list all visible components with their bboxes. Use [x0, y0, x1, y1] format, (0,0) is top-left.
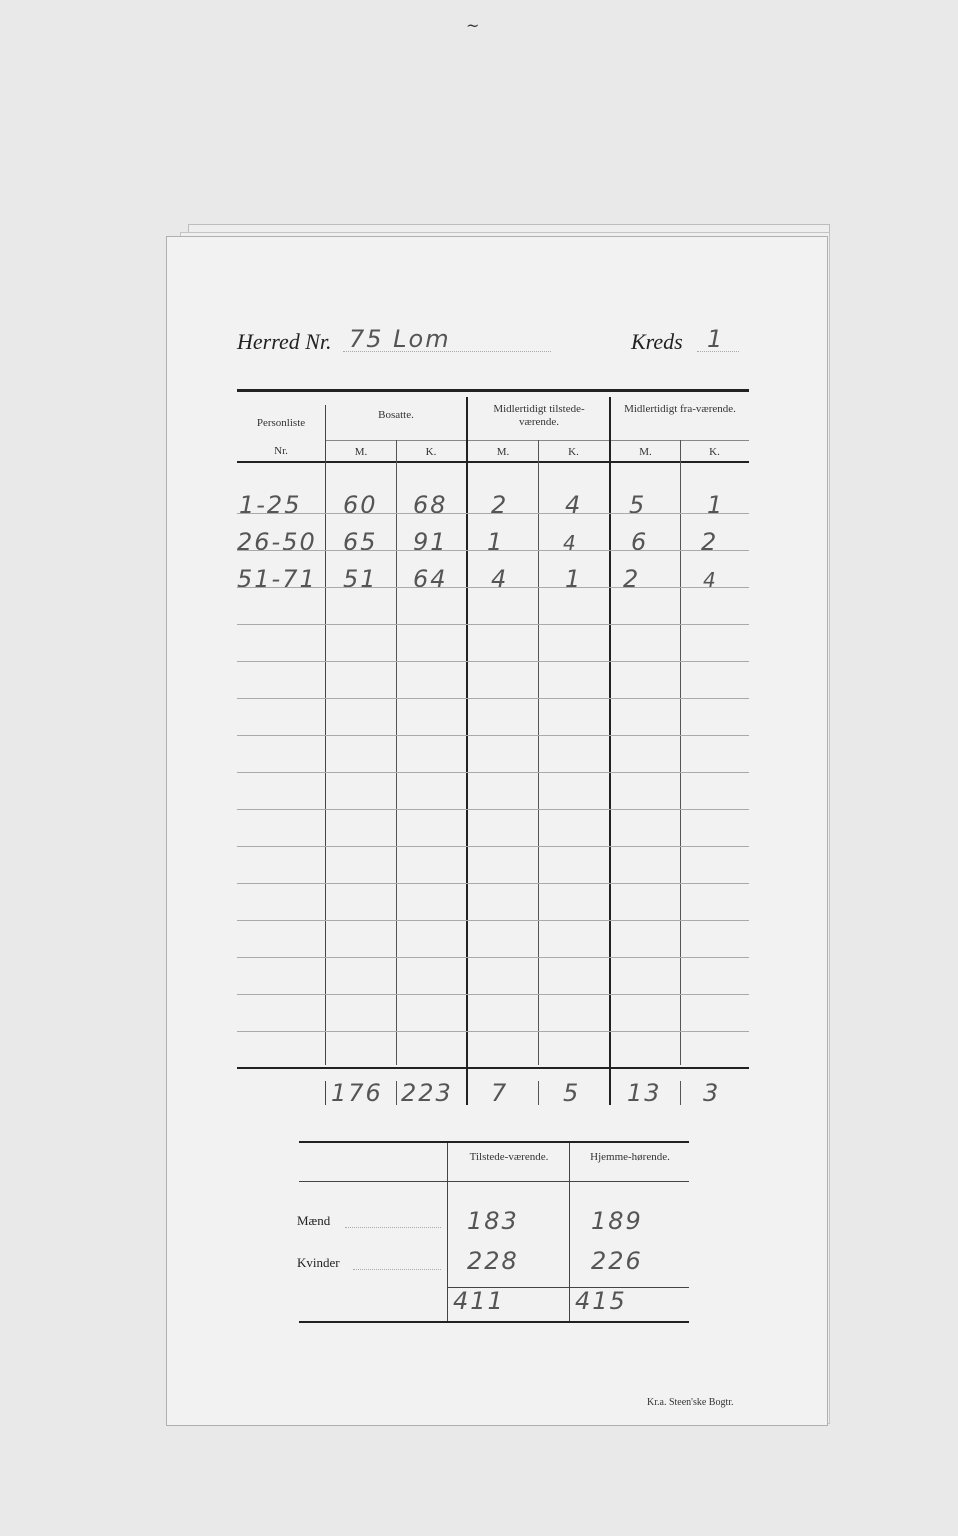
vline-bosatte-mk	[396, 440, 397, 1065]
total-fravaerende-k: 3	[703, 1079, 721, 1107]
printer-imprint: Kr.a. Steen'ske Bogtr.	[647, 1397, 734, 1408]
row-3-bosatte-m: 51	[343, 565, 378, 593]
totals-divider-2	[396, 1081, 397, 1105]
row-1-bosatte-m: 60	[343, 491, 378, 519]
row-1-nr: 1-25	[239, 491, 302, 519]
maend-hjemme: 189	[591, 1207, 643, 1235]
col-bosatte-k: K.	[425, 446, 437, 458]
col-fravaerende: Midlertidigt fra-værende.	[624, 403, 736, 415]
table-top-rule	[237, 389, 749, 392]
row-2-nr: 26-50	[237, 528, 317, 556]
summary-bottom-rule	[299, 1321, 689, 1323]
vline-tilstede	[609, 397, 611, 1105]
kreds-value: 1	[707, 325, 725, 353]
row-3-nr: 51-71	[237, 565, 317, 593]
vline-tilstede-mk	[538, 440, 539, 1065]
census-form	[166, 236, 828, 1426]
summary-col-tilstede: Tilstede-værende.	[469, 1151, 549, 1163]
total-bosatte-m: 176	[331, 1079, 383, 1107]
summary-top-rule	[299, 1141, 689, 1143]
total-bosatte-k: 223	[401, 1079, 453, 1107]
table-bottom-rule	[237, 1067, 749, 1069]
summary-vline-1	[447, 1143, 448, 1321]
col-tilstede-m: M.	[496, 446, 510, 458]
row-rule	[237, 994, 749, 995]
table-header-rule	[237, 461, 749, 463]
row-2-bosatte-k: 91	[413, 528, 448, 556]
herred-value: 75 Lom	[349, 325, 451, 353]
summary-vline-2	[569, 1143, 570, 1321]
summary-col-hjemme: Hjemme-hørende.	[590, 1151, 670, 1163]
col-tilstede: Midlertidigt tilstede-værende.	[493, 403, 585, 428]
top-mark: ~	[466, 16, 480, 35]
totals-divider-3	[538, 1081, 539, 1105]
row-rule	[237, 735, 749, 736]
total-tilstede: 411	[453, 1287, 505, 1315]
col-fravaerende-m: M.	[639, 446, 652, 458]
totals-divider-4	[680, 1081, 681, 1105]
row-rule	[237, 772, 749, 773]
col-tilstede-k: K.	[568, 446, 579, 458]
row-rule	[237, 550, 749, 551]
totals-divider-1	[325, 1081, 326, 1105]
total-tilstede-m: 7	[491, 1079, 509, 1107]
row-rule	[237, 809, 749, 810]
kvinder-label: Kvinder	[297, 1255, 340, 1270]
maend-tilstede: 183	[467, 1207, 519, 1235]
row-1-fravaerende-k: 1	[707, 491, 725, 519]
maend-label: Mænd	[297, 1213, 331, 1228]
kvinder-hjemme: 226	[591, 1247, 643, 1275]
col-bosatte: Bosatte.	[378, 409, 414, 421]
row-rule	[237, 587, 749, 588]
row-2-bosatte-m: 65	[343, 528, 378, 556]
vline-fravaerende-mk	[680, 440, 681, 1065]
total-tilstede-k: 5	[563, 1079, 581, 1107]
row-1-tilstede-k: 4	[565, 491, 583, 519]
table-subheader-rule	[325, 440, 749, 441]
summary-header-rule	[299, 1181, 689, 1182]
col-bosatte-m: M.	[354, 446, 368, 458]
row-rule	[237, 1031, 749, 1032]
row-rule	[237, 513, 749, 514]
row-3-tilstede-m: 4	[491, 565, 509, 593]
row-rule	[237, 957, 749, 958]
kvinder-tilstede: 228	[467, 1247, 519, 1275]
row-1-bosatte-k: 68	[413, 491, 448, 519]
row-rule	[237, 883, 749, 884]
row-3-bosatte-k: 64	[413, 565, 448, 593]
row-1-tilstede-m: 2	[491, 491, 509, 519]
herred-dotline	[343, 351, 551, 352]
row-3-tilstede-k: 1	[565, 565, 583, 593]
row-2-tilstede-k: 4	[563, 531, 578, 555]
row-3-fravaerende-k: 4	[703, 568, 718, 592]
row-rule	[237, 624, 749, 625]
kreds-dotline	[697, 351, 739, 352]
total-fravaerende-m: 13	[627, 1079, 662, 1107]
row-3-fravaerende-m: 2	[623, 565, 641, 593]
col-fravaerende-k: K.	[709, 446, 720, 458]
row-2-tilstede-m: 1	[487, 528, 505, 556]
row-rule	[237, 920, 749, 921]
herred-label: Herred Nr.	[237, 329, 332, 354]
row-rule	[237, 698, 749, 699]
row-2-fravaerende-k: 2	[701, 528, 719, 556]
vline-bosatte	[466, 397, 468, 1105]
row-2-fravaerende-m: 6	[631, 528, 649, 556]
maend-dotline	[345, 1227, 441, 1228]
row-1-fravaerende-m: 5	[629, 491, 647, 519]
total-hjemme: 415	[575, 1287, 627, 1315]
kvinder-dotline	[353, 1269, 441, 1270]
row-rule	[237, 661, 749, 662]
row-rule	[237, 846, 749, 847]
kreds-label: Kreds	[631, 329, 683, 354]
col-nr: Nr.	[274, 445, 288, 457]
col-personliste: Personliste	[256, 417, 306, 429]
